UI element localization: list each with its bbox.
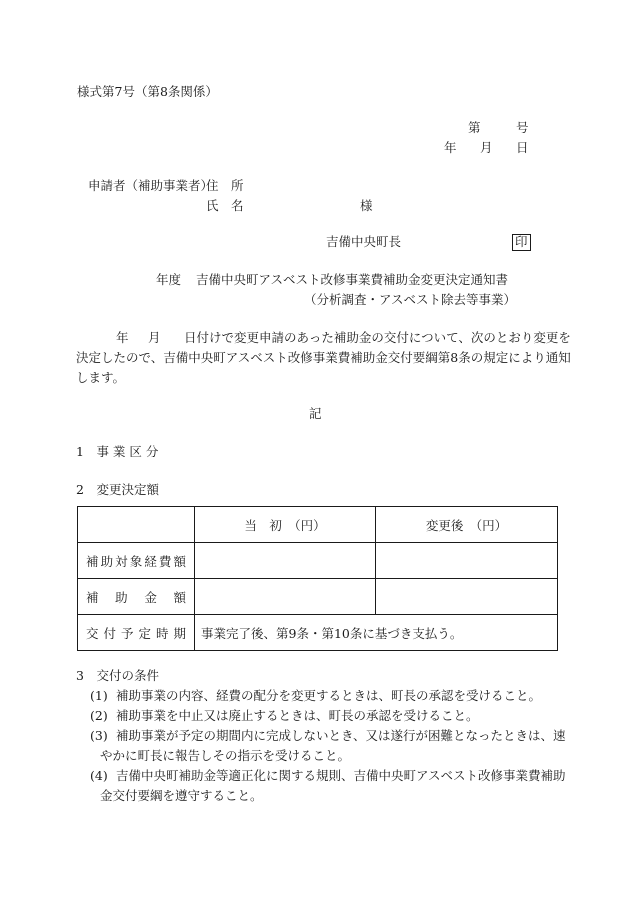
date-year: 年 — [444, 140, 457, 155]
condition-3-text: 補助事業が予定の期間内に完成しないとき、又は遂行が困難となったときは、速 — [116, 728, 566, 743]
row-changed-value — [376, 579, 558, 615]
condition-4-cont: 金交付要綱を遵守すること。 — [100, 788, 263, 803]
seal-mark: 印 — [512, 234, 531, 251]
row-initial-value — [195, 579, 376, 615]
name-label: 氏 名 — [206, 198, 244, 213]
table-row-timing — [78, 615, 558, 651]
honorific: 様 — [360, 198, 373, 213]
timing-value: 事業完了後、第9条・第10条に基づき支払う。 — [195, 615, 558, 651]
doc-number-go: 号 — [516, 120, 529, 135]
table-header-row — [78, 507, 558, 543]
condition-3-cont: やかに町長に報告しその指示を受けること。 — [100, 748, 351, 763]
issuer-name: 吉備中央町長 — [326, 234, 402, 249]
section-1-heading: 1 事 業 区 分 — [76, 444, 159, 459]
section-2-heading: 2 変更決定額 — [76, 482, 159, 497]
table-row — [78, 579, 558, 615]
title-sub: （分析調査・アスベスト除去等事業） — [304, 292, 517, 307]
body-month: 月 — [148, 330, 161, 345]
condition-1-text: 補助事業の内容、経費の配分を変更するときは、町長の承認を受けること。 — [116, 688, 542, 703]
ki-heading: 記 — [309, 406, 322, 421]
doc-number-dai: 第 — [468, 120, 481, 135]
col-initial-header: 当 初 （円） — [195, 507, 376, 543]
condition-4-num: (4) — [90, 768, 108, 783]
body-line2: 決定したので、吉備中央町アスベスト改修事業費補助金交付要綱第8条の規定により通知 — [76, 350, 571, 365]
title-main: 吉備中央町アスベスト改修事業費補助金変更決定通知書 — [196, 272, 509, 287]
timing-label: 交付予定時期 — [78, 615, 195, 651]
condition-2-num: (2) — [90, 708, 108, 723]
title-year-label: 年度 — [156, 272, 182, 287]
date-month: 月 — [480, 140, 493, 155]
row-changed-value — [376, 543, 558, 579]
form-id: 様式第7号（第8条関係） — [77, 84, 218, 99]
row-label: 補助対象経費額 — [78, 543, 195, 579]
applicant-label: 申請者（補助事業者） — [88, 178, 214, 193]
body-year: 年 — [116, 330, 129, 345]
row-label: 補 助 金 額 — [78, 579, 195, 615]
condition-2-text: 補助事業を中止又は廃止するときは、町長の承認を受けること。 — [116, 708, 479, 723]
condition-3-num: (3) — [90, 728, 108, 743]
body-line1: 日付けで変更申請のあった補助金の交付について、次のとおり変更を — [184, 330, 571, 345]
date-day: 日 — [516, 140, 529, 155]
condition-4-text: 吉備中央町補助金等適正化に関する規則、吉備中央町アスベスト改修事業費補助 — [116, 768, 566, 783]
table-corner-cell — [78, 507, 195, 543]
condition-1-num: (1) — [90, 688, 108, 703]
section-3-heading: 3 交付の条件 — [76, 668, 159, 683]
table-row — [78, 543, 558, 579]
col-changed-header: 変更後 （円） — [376, 507, 558, 543]
body-line3: します。 — [76, 370, 126, 385]
amount-table — [77, 506, 558, 651]
row-initial-value — [195, 543, 376, 579]
address-label: 住 所 — [206, 178, 244, 193]
